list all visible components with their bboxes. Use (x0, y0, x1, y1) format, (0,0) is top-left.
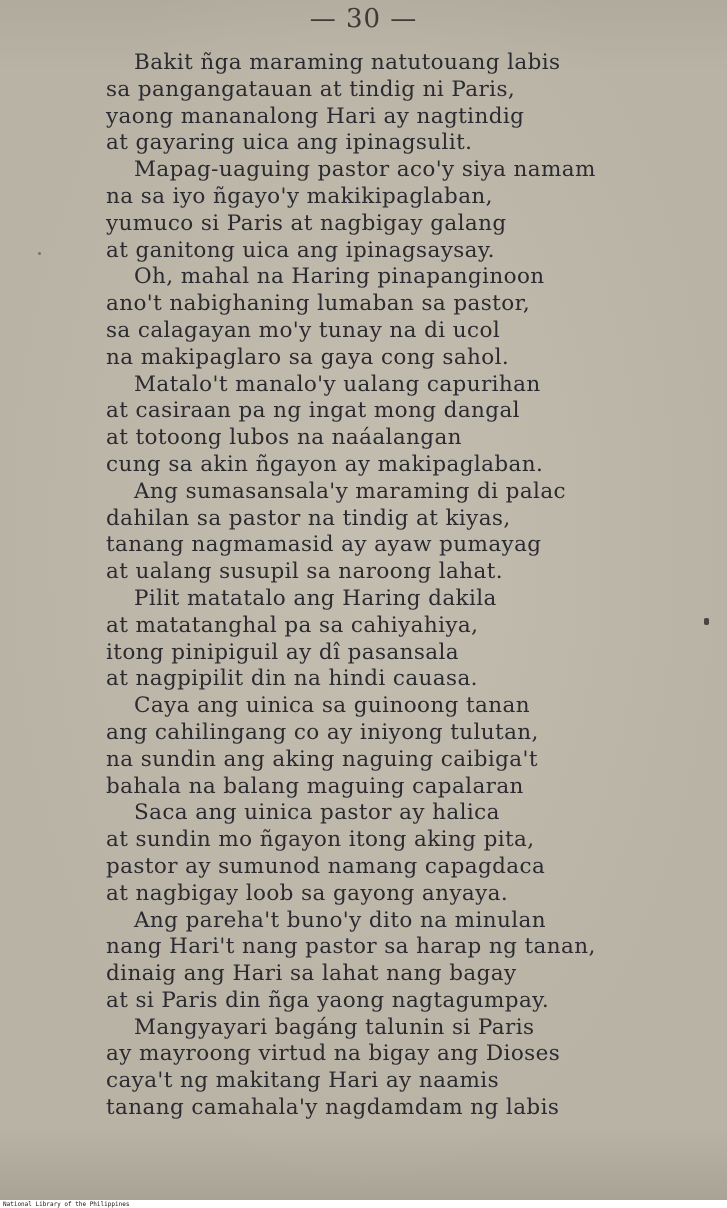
stanza (106, 372, 706, 479)
poem-line: dahilan sa pastor na tindig at kiyas, (106, 505, 511, 531)
poem-line: Ang pareha't buno'y dito na minulan (134, 907, 546, 933)
poem-line: at si Paris din ñga yaong nagtagumpay. (106, 987, 550, 1013)
poem-line: ay mayroong virtud na bigay ang Dioses (106, 1041, 561, 1067)
poem-line: itong pinipiguil ay dî pasansala (106, 639, 459, 665)
poem-line: na sa iyo ñgayo'y makikipaglaban, (106, 183, 493, 209)
poem-line: Bakit ñga maraming natutouang labis (134, 50, 561, 75)
stanza (106, 157, 706, 264)
poem-line: cung sa akin ñgayon ay makipaglaban. (106, 451, 544, 477)
poem-line: at matatanghal pa sa cahiyahiya, (106, 612, 479, 638)
poem-line: at gayaring uica ang ipinagsulit. (106, 130, 473, 156)
stanza (106, 264, 706, 371)
ink-speck (704, 618, 709, 625)
poem-line: tanang nagmamasid ay ayaw pumayag (106, 532, 542, 558)
poem-line: nang Hari't nang pastor sa harap ng tanan, (106, 934, 596, 960)
poem-line: ano't nabighaning lumaban sa pastor, (106, 291, 531, 317)
poem-body (106, 50, 706, 1122)
poem-line: na sundin ang aking naguing caibiga't (106, 746, 538, 772)
poem-line: dinaig ang Hari sa lahat nang bagay (106, 961, 517, 987)
ink-speck (38, 252, 41, 255)
poem-line: Pilit matatalo ang Haring dakila (134, 585, 497, 611)
poem-line: at ualang susupil sa naroong lahat. (106, 559, 504, 585)
stanza (106, 479, 706, 586)
poem-line: Mapag-uaguing pastor aco'y siya namam (134, 157, 596, 183)
stanza (106, 1015, 706, 1122)
poem-line: Caya ang uinica sa guinoong tanan (134, 693, 530, 719)
page-number: — 30 — (309, 4, 418, 34)
poem-line: na makipaglaro sa gaya cong sahol. (106, 344, 510, 370)
poem-line: caya't ng makitang Hari ay naamis (106, 1068, 499, 1094)
poem-line: sa calagayan mo'y tunay na di ucol (106, 317, 501, 343)
poem-line: tanang camahala'y nagdamdam ng labis (106, 1095, 560, 1121)
poem-line: yumuco si Paris at nagbigay galang (106, 210, 507, 236)
poem-line: pastor ay sumunod namang capagdaca (106, 853, 546, 879)
poem-line: Mangyayari bagáng talunin si Paris (134, 1014, 535, 1040)
poem-line: Oh, mahal na Haring pinapanginoon (134, 264, 545, 290)
poem-line: yaong mananalong Hari ay nagtindig (106, 103, 525, 129)
poem-line: Ang sumasansala'y maraming di palac (134, 478, 566, 504)
poem-line: at nagbigay loob sa gayong anyaya. (106, 880, 509, 906)
poem-line: Matalo't manalo'y ualang capurihan (134, 371, 541, 397)
poem-line: at nagpipilit din na hindi cauasa. (106, 666, 478, 692)
stanza (106, 50, 706, 157)
poem-line: at sundin mo ñgayon itong aking pita, (106, 827, 535, 853)
poem-line: ang cahilingang co ay iniyong tulutan, (106, 719, 539, 745)
stanza (106, 586, 706, 693)
poem-line: at totoong lubos na naáalangan (106, 425, 462, 451)
poem-line: bahala na balang maguing capalaran (106, 773, 524, 799)
poem-line: Saca ang uinica pastor ay halica (134, 800, 500, 826)
stanza (106, 908, 706, 1015)
stanza (106, 800, 706, 907)
stanza (106, 693, 706, 800)
poem-line: sa pangangatauan at tindig ni Paris, (106, 76, 516, 102)
poem-line: at casiraan pa ng ingat mong dangal (106, 398, 520, 424)
poem-line: at ganitong uica ang ipinagsaysay. (106, 237, 495, 263)
library-credit: National Library of the Philippines (3, 1201, 130, 1208)
